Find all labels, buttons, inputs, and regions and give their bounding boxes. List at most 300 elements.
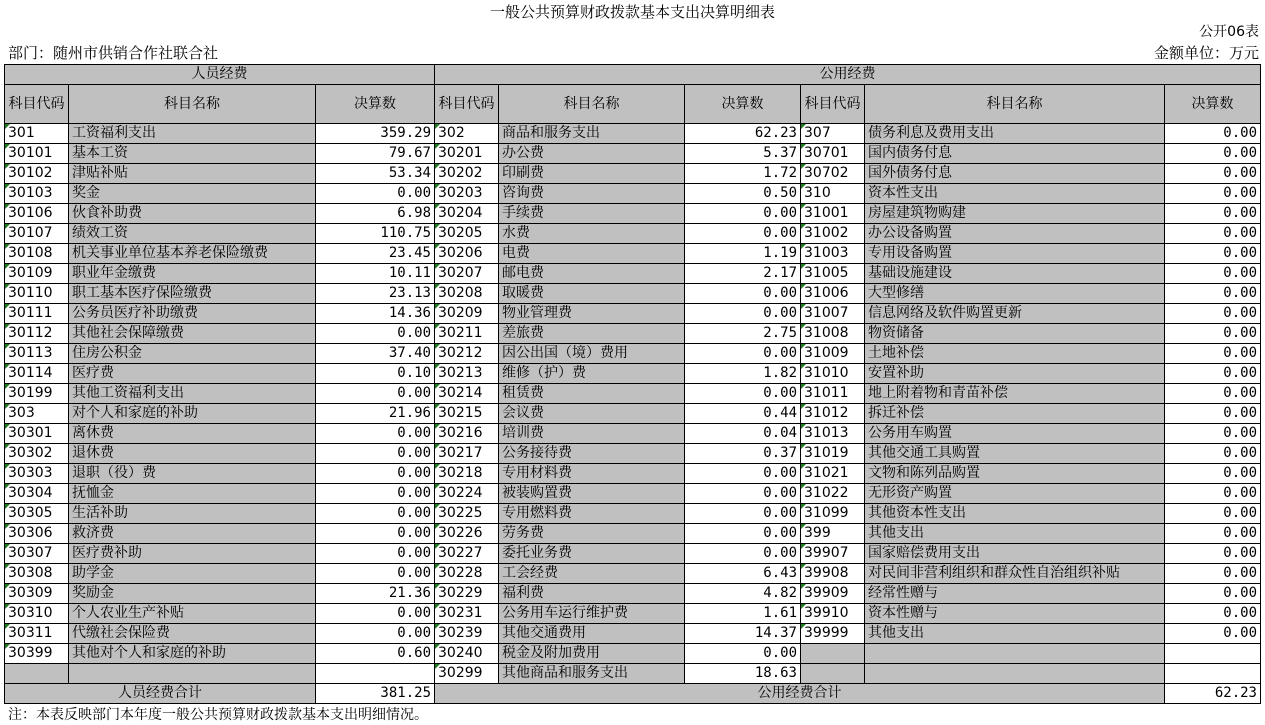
public-capital-name-cell: 物资储备 [865, 324, 1165, 344]
public-capital-name-cell: 其他交通工具购置 [865, 444, 1165, 464]
personnel-name-cell: 津贴补贴 [69, 164, 316, 184]
public-goods-amount-cell: 2.17 [685, 264, 801, 284]
table-row [5, 524, 1261, 544]
personnel-name-cell: 基本工资 [69, 144, 316, 164]
personnel-name-cell: 住房公积金 [69, 344, 316, 364]
personnel-code-cell: 30305 [5, 504, 69, 524]
section-header-row [5, 65, 1261, 85]
public-capital-name-cell: 专用设备购置 [865, 244, 1165, 264]
public-goods-amount-cell: 6.43 [685, 564, 801, 584]
table-row [5, 644, 1261, 664]
table-row [5, 624, 1261, 644]
table-row [5, 204, 1261, 224]
public-capital-amount-cell: 0.00 [1165, 344, 1261, 364]
table-row [5, 584, 1261, 604]
public-capital-name-cell: 房屋建筑物购建 [865, 204, 1165, 224]
personnel-name-cell: 退休费 [69, 444, 316, 464]
public-goods-name-cell: 水费 [499, 224, 685, 244]
public-goods-name-cell: 取暖费 [499, 284, 685, 304]
public-goods-code-cell: 30224 [435, 484, 499, 504]
public-goods-name-cell: 培训费 [499, 424, 685, 444]
personnel-amount-cell: 0.60 [316, 644, 435, 664]
personnel-code-cell: 30108 [5, 244, 69, 264]
public-goods-name-cell: 印刷费 [499, 164, 685, 184]
personnel-name-cell: 代缴社会保险费 [69, 624, 316, 644]
personnel-code-cell: 30308 [5, 564, 69, 584]
public-capital-code-cell: 31010 [801, 364, 865, 384]
public-goods-amount-cell: 1.82 [685, 364, 801, 384]
expenditure-table [4, 64, 1261, 704]
public-goods-name-cell: 专用燃料费 [499, 504, 685, 524]
public-capital-name-cell: 国内债务付息 [865, 144, 1165, 164]
public-capital-name-cell: 公务用车购置 [865, 424, 1165, 444]
personnel-amount-cell: 0.00 [316, 524, 435, 544]
personnel-name-cell: 公务员医疗补助缴费 [69, 304, 316, 324]
public-goods-name-cell: 劳务费 [499, 524, 685, 544]
public-capital-name-cell: 办公设备购置 [865, 224, 1165, 244]
public-capital-code-cell: 31008 [801, 324, 865, 344]
public-goods-code-cell: 30213 [435, 364, 499, 384]
personnel-amount-cell: 10.11 [316, 264, 435, 284]
personnel-name-cell: 伙食补助费 [69, 204, 316, 224]
public-capital-code-cell: 31012 [801, 404, 865, 424]
public-goods-code-cell: 30240 [435, 644, 499, 664]
personnel-code-cell: 30307 [5, 544, 69, 564]
public-capital-name-cell: 安置补助 [865, 364, 1165, 384]
public-capital-name-cell: 资本性支出 [865, 184, 1165, 204]
table-row [5, 544, 1261, 564]
public-capital-code-cell: 31007 [801, 304, 865, 324]
public-capital-code-cell: 31019 [801, 444, 865, 464]
personnel-amount-cell: 37.40 [316, 344, 435, 364]
personnel-total-label: 人员经费合计 [5, 684, 316, 704]
personnel-code-cell: 30399 [5, 644, 69, 664]
public-capital-code-cell: 39907 [801, 544, 865, 564]
public-section-header: 公用经费 [435, 65, 1261, 85]
personnel-name-cell: 退职（役）费 [69, 464, 316, 484]
public-capital-code-cell: 31021 [801, 464, 865, 484]
personnel-code-cell: 30111 [5, 304, 69, 324]
public-goods-name-cell: 公务接待费 [499, 444, 685, 464]
public-goods-amount-cell: 18.63 [685, 664, 801, 684]
public-capital-amount-cell: 0.00 [1165, 224, 1261, 244]
personnel-code-cell: 30304 [5, 484, 69, 504]
personnel-code-cell: 301 [5, 124, 69, 144]
personnel-code-cell: 30103 [5, 184, 69, 204]
column-header-amount: 决算数 [685, 85, 801, 124]
public-goods-amount-cell: 0.00 [685, 504, 801, 524]
public-capital-name-cell: 国家赔偿费用支出 [865, 544, 1165, 564]
public-goods-name-cell: 物业管理费 [499, 304, 685, 324]
public-goods-code-cell: 30209 [435, 304, 499, 324]
public-goods-code-cell: 30299 [435, 664, 499, 684]
public-capital-name-cell: 土地补偿 [865, 344, 1165, 364]
public-goods-name-cell: 差旅费 [499, 324, 685, 344]
public-capital-code-cell: 31011 [801, 384, 865, 404]
personnel-amount-cell: 21.96 [316, 404, 435, 424]
public-capital-name-cell: 信息网络及软件购置更新 [865, 304, 1165, 324]
public-capital-code-cell: 30701 [801, 144, 865, 164]
table-row [5, 564, 1261, 584]
department-label: 部门：随州市供销合作社联合社 [8, 44, 219, 62]
personnel-name-cell: 奖励金 [69, 584, 316, 604]
public-goods-code-cell: 30204 [435, 204, 499, 224]
public-goods-name-cell: 工会经费 [499, 564, 685, 584]
public-goods-amount-cell: 0.00 [685, 304, 801, 324]
public-capital-amount-cell: 0.00 [1165, 304, 1261, 324]
public-capital-amount-cell: 0.00 [1165, 184, 1261, 204]
public-goods-code-cell: 30207 [435, 264, 499, 284]
personnel-code-cell: 30102 [5, 164, 69, 184]
public-goods-code-cell: 30217 [435, 444, 499, 464]
public-capital-code-cell: 31003 [801, 244, 865, 264]
public-goods-code-cell: 30206 [435, 244, 499, 264]
personnel-amount-cell: 0.00 [316, 444, 435, 464]
table-row [5, 184, 1261, 204]
personnel-name-cell: 助学金 [69, 564, 316, 584]
public-goods-code-cell: 30228 [435, 564, 499, 584]
public-goods-code-cell: 30202 [435, 164, 499, 184]
public-capital-amount-cell [1165, 644, 1261, 664]
public-goods-code-cell: 30203 [435, 184, 499, 204]
column-header-code: 科目代码 [801, 85, 865, 124]
public-capital-amount-cell: 0.00 [1165, 164, 1261, 184]
public-goods-name-cell: 因公出国（境）费用 [499, 344, 685, 364]
table-row [5, 144, 1261, 164]
public-goods-name-cell: 租赁费 [499, 384, 685, 404]
personnel-code-cell: 30199 [5, 384, 69, 404]
table-row [5, 484, 1261, 504]
public-goods-name-cell: 公务用车运行维护费 [499, 604, 685, 624]
public-goods-name-cell: 其他商品和服务支出 [499, 664, 685, 684]
public-capital-code-cell: 307 [801, 124, 865, 144]
personnel-amount-cell: 79.67 [316, 144, 435, 164]
personnel-amount-cell: 0.00 [316, 544, 435, 564]
public-goods-code-cell: 30205 [435, 224, 499, 244]
public-capital-amount-cell: 0.00 [1165, 584, 1261, 604]
public-goods-name-cell: 税金及附加费用 [499, 644, 685, 664]
personnel-name-cell: 工资福利支出 [69, 124, 316, 144]
personnel-code-cell: 30101 [5, 144, 69, 164]
public-goods-amount-cell: 0.00 [685, 464, 801, 484]
page-title: 一般公共预算财政拨款基本支出决算明细表 [489, 3, 775, 21]
public-goods-amount-cell: 0.50 [685, 184, 801, 204]
public-capital-amount-cell [1165, 664, 1261, 684]
public-total-label: 公用经费合计 [435, 684, 1165, 704]
personnel-amount-cell: 0.00 [316, 624, 435, 644]
table-row [5, 324, 1261, 344]
column-header-code: 科目代码 [5, 85, 69, 124]
public-capital-name-cell: 资本性赠与 [865, 604, 1165, 624]
public-goods-amount-cell: 1.72 [685, 164, 801, 184]
personnel-code-cell: 30112 [5, 324, 69, 344]
personnel-code-cell: 30301 [5, 424, 69, 444]
public-goods-name-cell: 办公费 [499, 144, 685, 164]
public-capital-name-cell [865, 664, 1165, 684]
public-capital-amount-cell: 0.00 [1165, 604, 1261, 624]
public-goods-amount-cell: 0.00 [685, 484, 801, 504]
personnel-code-cell [5, 664, 69, 684]
public-capital-amount-cell: 0.00 [1165, 284, 1261, 304]
public-capital-code-cell: 31009 [801, 344, 865, 364]
personnel-amount-cell: 0.00 [316, 504, 435, 524]
personnel-code-cell: 30106 [5, 204, 69, 224]
personnel-name-cell: 生活补助 [69, 504, 316, 524]
public-goods-amount-cell: 62.23 [685, 124, 801, 144]
column-header-name: 科目名称 [865, 85, 1165, 124]
public-capital-amount-cell: 0.00 [1165, 264, 1261, 284]
personnel-amount-cell: 110.75 [316, 224, 435, 244]
public-capital-code-cell: 31005 [801, 264, 865, 284]
personnel-amount-cell: 6.98 [316, 204, 435, 224]
public-capital-code-cell: 310 [801, 184, 865, 204]
public-goods-code-cell: 30227 [435, 544, 499, 564]
public-goods-amount-cell: 0.00 [685, 204, 801, 224]
column-header-name: 科目名称 [499, 85, 685, 124]
public-capital-code-cell [801, 644, 865, 664]
personnel-name-cell: 抚恤金 [69, 484, 316, 504]
public-capital-code-cell: 31099 [801, 504, 865, 524]
public-goods-code-cell: 30225 [435, 504, 499, 524]
public-goods-amount-cell: 4.82 [685, 584, 801, 604]
public-capital-amount-cell: 0.00 [1165, 384, 1261, 404]
personnel-code-cell: 30310 [5, 604, 69, 624]
public-goods-amount-cell: 0.04 [685, 424, 801, 444]
personnel-amount-cell: 0.00 [316, 424, 435, 444]
table-row [5, 504, 1261, 524]
public-capital-name-cell: 国外债务付息 [865, 164, 1165, 184]
public-goods-amount-cell: 2.75 [685, 324, 801, 344]
personnel-name-cell: 离休费 [69, 424, 316, 444]
column-header-code: 科目代码 [435, 85, 499, 124]
personnel-amount-cell: 14.36 [316, 304, 435, 324]
public-goods-code-cell: 30231 [435, 604, 499, 624]
personnel-amount-cell: 23.45 [316, 244, 435, 264]
table-row [5, 264, 1261, 284]
public-goods-code-cell: 30201 [435, 144, 499, 164]
table-row [5, 404, 1261, 424]
public-capital-name-cell: 经常性赠与 [865, 584, 1165, 604]
public-capital-name-cell: 其他资本性支出 [865, 504, 1165, 524]
column-header-row [5, 85, 1261, 124]
public-capital-code-cell: 39908 [801, 564, 865, 584]
public-goods-code-cell: 30215 [435, 404, 499, 424]
public-capital-code-cell: 39999 [801, 624, 865, 644]
column-header-name: 科目名称 [69, 85, 316, 124]
public-capital-amount-cell: 0.00 [1165, 544, 1261, 564]
personnel-amount-cell: 53.34 [316, 164, 435, 184]
table-row [5, 224, 1261, 244]
public-capital-name-cell: 大型修缮 [865, 284, 1165, 304]
column-header-amount: 决算数 [1165, 85, 1261, 124]
public-goods-amount-cell: 0.00 [685, 384, 801, 404]
personnel-amount-cell: 0.00 [316, 484, 435, 504]
public-capital-code-cell: 39909 [801, 584, 865, 604]
public-goods-amount-cell: 1.61 [685, 604, 801, 624]
public-capital-code-cell: 399 [801, 524, 865, 544]
public-goods-amount-cell: 0.00 [685, 224, 801, 244]
personnel-section-header: 人员经费 [5, 65, 435, 85]
public-goods-name-cell: 邮电费 [499, 264, 685, 284]
column-header-amount: 决算数 [316, 85, 435, 124]
personnel-amount-cell: 0.00 [316, 464, 435, 484]
public-capital-amount-cell: 0.00 [1165, 204, 1261, 224]
personnel-code-cell: 30114 [5, 364, 69, 384]
public-capital-amount-cell: 0.00 [1165, 404, 1261, 424]
personnel-amount-cell: 0.00 [316, 184, 435, 204]
public-goods-amount-cell: 5.37 [685, 144, 801, 164]
public-goods-name-cell: 商品和服务支出 [499, 124, 685, 144]
table-row [5, 464, 1261, 484]
public-goods-name-cell: 被装购置费 [499, 484, 685, 504]
personnel-amount-cell: 0.00 [316, 564, 435, 584]
public-goods-amount-cell: 1.19 [685, 244, 801, 264]
public-goods-code-cell: 30226 [435, 524, 499, 544]
personnel-name-cell: 医疗费 [69, 364, 316, 384]
personnel-name-cell: 绩效工资 [69, 224, 316, 244]
public-goods-name-cell: 其他交通费用 [499, 624, 685, 644]
table-row [5, 664, 1261, 684]
personnel-amount-cell: 359.29 [316, 124, 435, 144]
public-goods-amount-cell: 0.44 [685, 404, 801, 424]
form-number: 公开06表 [1199, 24, 1259, 40]
personnel-total-value: 381.25 [316, 684, 435, 704]
public-goods-amount-cell: 0.00 [685, 524, 801, 544]
personnel-name-cell: 奖金 [69, 184, 316, 204]
table-row [5, 284, 1261, 304]
public-goods-code-cell: 30216 [435, 424, 499, 444]
personnel-name-cell: 其他社会保障缴费 [69, 324, 316, 344]
public-goods-name-cell: 电费 [499, 244, 685, 264]
personnel-code-cell: 30109 [5, 264, 69, 284]
public-goods-name-cell: 手续费 [499, 204, 685, 224]
personnel-amount-cell: 23.13 [316, 284, 435, 304]
public-capital-code-cell: 31001 [801, 204, 865, 224]
public-goods-code-cell: 30239 [435, 624, 499, 644]
public-goods-name-cell: 咨询费 [499, 184, 685, 204]
public-goods-code-cell: 302 [435, 124, 499, 144]
public-goods-code-cell: 30211 [435, 324, 499, 344]
public-capital-amount-cell: 0.00 [1165, 364, 1261, 384]
public-goods-code-cell: 30212 [435, 344, 499, 364]
public-capital-code-cell: 30702 [801, 164, 865, 184]
personnel-name-cell: 救济费 [69, 524, 316, 544]
personnel-name-cell: 其他对个人和家庭的补助 [69, 644, 316, 664]
personnel-code-cell: 30306 [5, 524, 69, 544]
public-goods-name-cell: 会议费 [499, 404, 685, 424]
public-goods-name-cell: 专用材料费 [499, 464, 685, 484]
public-capital-amount-cell: 0.00 [1165, 464, 1261, 484]
public-goods-code-cell: 30214 [435, 384, 499, 404]
public-goods-amount-cell: 0.37 [685, 444, 801, 464]
public-capital-amount-cell: 0.00 [1165, 624, 1261, 644]
public-capital-amount-cell: 0.00 [1165, 144, 1261, 164]
public-capital-name-cell: 基础设施建设 [865, 264, 1165, 284]
table-row [5, 124, 1261, 144]
public-capital-name-cell: 对民间非营利组织和群众性自治组织补贴 [865, 564, 1165, 584]
amount-unit-label: 金额单位：万元 [1153, 44, 1259, 62]
personnel-name-cell: 对个人和家庭的补助 [69, 404, 316, 424]
public-goods-amount-cell: 0.00 [685, 644, 801, 664]
personnel-amount-cell: 0.00 [316, 604, 435, 624]
personnel-amount-cell: 0.00 [316, 384, 435, 404]
public-goods-amount-cell: 0.00 [685, 284, 801, 304]
public-goods-name-cell: 委托业务费 [499, 544, 685, 564]
personnel-code-cell: 30113 [5, 344, 69, 364]
public-capital-amount-cell: 0.00 [1165, 504, 1261, 524]
public-capital-amount-cell: 0.00 [1165, 444, 1261, 464]
public-goods-amount-cell: 14.37 [685, 624, 801, 644]
public-goods-amount-cell: 0.00 [685, 344, 801, 364]
personnel-code-cell: 30110 [5, 284, 69, 304]
table-row [5, 344, 1261, 364]
public-capital-code-cell: 31002 [801, 224, 865, 244]
public-capital-amount-cell: 0.00 [1165, 124, 1261, 144]
personnel-amount-cell: 21.36 [316, 584, 435, 604]
public-capital-name-cell: 拆迁补偿 [865, 404, 1165, 424]
personnel-amount-cell: 0.10 [316, 364, 435, 384]
public-goods-code-cell: 30218 [435, 464, 499, 484]
public-capital-name-cell [865, 644, 1165, 664]
public-capital-amount-cell: 0.00 [1165, 424, 1261, 444]
table-row [5, 424, 1261, 444]
public-capital-amount-cell: 0.00 [1165, 324, 1261, 344]
public-capital-name-cell: 其他支出 [865, 524, 1165, 544]
personnel-name-cell: 机关事业单位基本养老保险缴费 [69, 244, 316, 264]
table-row [5, 364, 1261, 384]
personnel-code-cell: 30107 [5, 224, 69, 244]
public-capital-name-cell: 债务利息及费用支出 [865, 124, 1165, 144]
table-row [5, 384, 1261, 404]
personnel-name-cell: 医疗费补助 [69, 544, 316, 564]
public-capital-code-cell: 39910 [801, 604, 865, 624]
public-goods-name-cell: 维修（护）费 [499, 364, 685, 384]
footnote: 注：本表反映部门本年度一般公共预算财政拨款基本支出明细情况。 [8, 707, 428, 723]
public-capital-name-cell: 地上附着物和青苗补偿 [865, 384, 1165, 404]
public-total-value: 62.23 [1165, 684, 1261, 704]
table-row [5, 164, 1261, 184]
personnel-amount-cell: 0.00 [316, 324, 435, 344]
public-capital-name-cell: 文物和陈列品购置 [865, 464, 1165, 484]
public-capital-name-cell: 其他支出 [865, 624, 1165, 644]
public-goods-code-cell: 30208 [435, 284, 499, 304]
public-capital-name-cell: 无形资产购置 [865, 484, 1165, 504]
table-row [5, 244, 1261, 264]
personnel-name-cell: 职业年金缴费 [69, 264, 316, 284]
public-goods-code-cell: 30229 [435, 584, 499, 604]
public-goods-amount-cell: 0.00 [685, 544, 801, 564]
public-capital-code-cell: 31006 [801, 284, 865, 304]
personnel-name-cell [69, 664, 316, 684]
public-capital-code-cell: 31013 [801, 424, 865, 444]
personnel-name-cell: 个人农业生产补贴 [69, 604, 316, 624]
personnel-code-cell: 30309 [5, 584, 69, 604]
personnel-code-cell: 303 [5, 404, 69, 424]
totals-row [5, 684, 1261, 704]
public-capital-amount-cell: 0.00 [1165, 524, 1261, 544]
public-capital-amount-cell: 0.00 [1165, 564, 1261, 584]
table-row [5, 604, 1261, 624]
public-capital-amount-cell: 0.00 [1165, 244, 1261, 264]
personnel-code-cell: 30311 [5, 624, 69, 644]
table-row [5, 444, 1261, 464]
public-goods-name-cell: 福利费 [499, 584, 685, 604]
table-row [5, 304, 1261, 324]
personnel-code-cell: 30303 [5, 464, 69, 484]
personnel-code-cell: 30302 [5, 444, 69, 464]
personnel-name-cell: 职工基本医疗保险缴费 [69, 284, 316, 304]
public-capital-amount-cell: 0.00 [1165, 484, 1261, 504]
